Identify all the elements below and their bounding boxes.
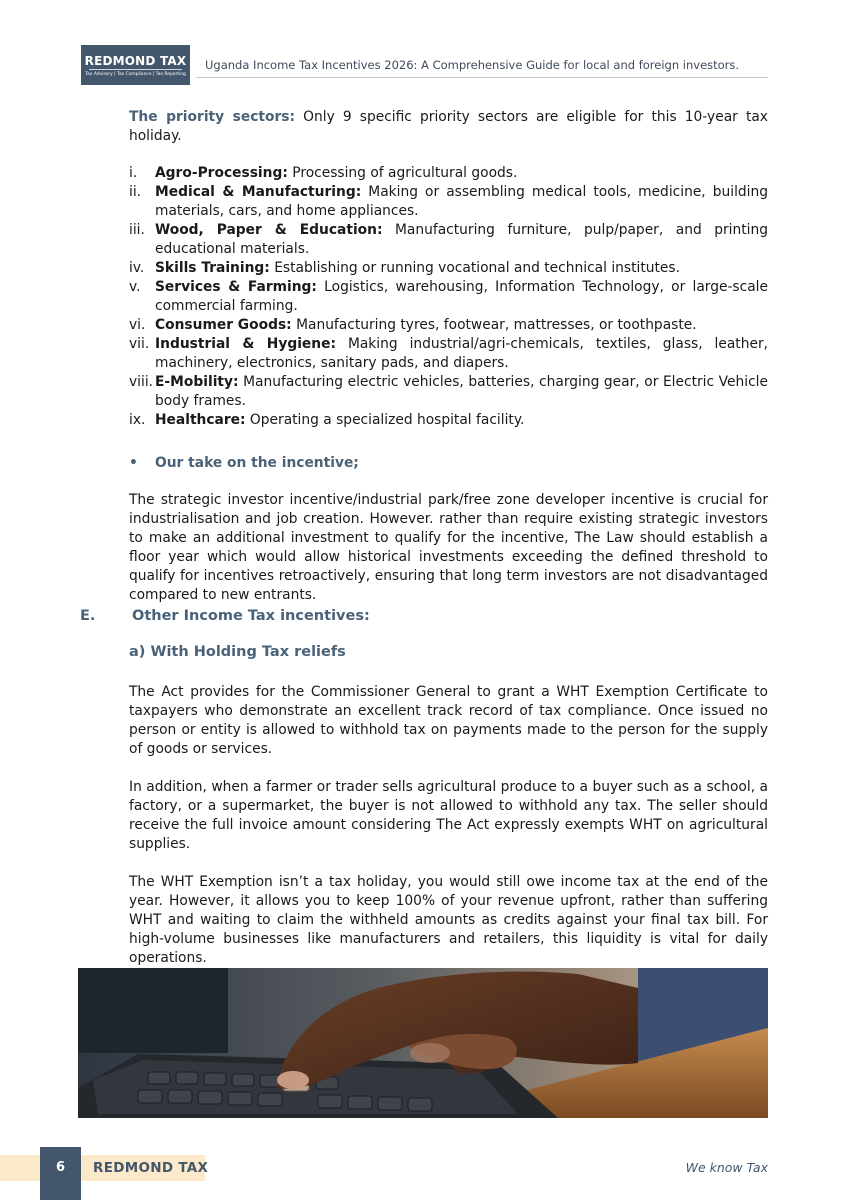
list-item [129, 373, 768, 411]
list-item [129, 221, 768, 259]
document-title: Uganda Income Tax Incentives 2026: A Comprehensive Guide for local and foreign investors. [205, 58, 740, 72]
sector-label: E-Mobility: [155, 374, 239, 390]
main-content [129, 108, 768, 605]
list-number: iv. [129, 260, 145, 276]
list-number: ii. [129, 184, 142, 200]
list-number: viii. [129, 374, 154, 390]
sector-label: Healthcare: [155, 412, 246, 428]
priority-intro-text: Only 9 specific priority sectors are eligible for this 10-year tax holiday. [129, 109, 768, 144]
list-item [129, 316, 768, 335]
page-number: 6 [40, 1147, 81, 1200]
header-rule [196, 77, 768, 78]
list-item [129, 278, 768, 316]
logo-tagline: Tax Advisory | Tax Compliance | Tax Reporting [85, 72, 186, 77]
sector-label: Consumer Goods: [155, 317, 292, 333]
sector-text: Establishing or running vocational and technical institutes. [269, 260, 680, 276]
sector-text: Manufacturing electric vehicles, batteries, charging gear, or Electric Vehicle body frames. [155, 374, 768, 409]
list-item [129, 183, 768, 221]
section-title: Other Income Tax incentives: [132, 608, 370, 624]
company-logo [81, 45, 190, 85]
priority-heading: The priority sectors: [129, 109, 296, 125]
sector-text: Processing of agricultural goods. [287, 165, 518, 181]
logo-name: REDMOND TAX [84, 54, 187, 68]
logo-divider [89, 69, 182, 70]
sector-text: Manufacturing furniture, pulp/paper, and printing educational materials. [155, 222, 768, 257]
sector-text: Manufacturing tyres, footwear, mattresses, or toothpaste. [291, 317, 697, 333]
sector-label: Agro-Processing: [155, 165, 288, 181]
section-letter: E. [80, 608, 96, 624]
list-number: iii. [129, 222, 145, 238]
footer-tagline: We know Tax [685, 1160, 768, 1175]
sector-text: Logistics, warehousing, Information Technology, or large-scale commercial farming. [155, 279, 768, 314]
calculator-hand-illustration [78, 968, 768, 1118]
list-number: vi. [129, 317, 146, 333]
take-paragraph: The strategic investor incentive/industrial park/free zone developer incentive is crucial for industrialisation and job creation. However. rather than require existing strategic investors to make an additional investment to qualify for the incentive, The Law should establish a floor year which would allow historical investments exceeding the defined threshold to qualify for incentives retroactively, ensuring that long term investors are not disadvantaged compared to new entrants. [129, 492, 768, 603]
sector-label: Services & Farming: [155, 279, 317, 295]
footer-brand: REDMOND TAX [93, 1160, 209, 1176]
list-number: ix. [129, 412, 146, 428]
priority-sector-list [129, 164, 768, 430]
body-paragraph: The WHT Exemption isn’t a tax holiday, you would still owe income tax at the end of the year. However, it allows you to keep 100% of your revenue upfront, rather than suffering WHT and waiting to claim the withheld amounts as credits against your final tax bill. For high-volume businesses like manufacturers and retailers, this liquidity is vital for daily operations. [129, 874, 768, 966]
list-number: v. [129, 279, 141, 295]
sector-text: Making or assembling medical tools, medicine, building materials, cars, and home appliances. [155, 184, 769, 219]
take-heading [129, 454, 768, 473]
sector-label: Industrial & Hygiene: [155, 336, 336, 352]
sector-text: Operating a specialized hospital facility. [245, 412, 525, 428]
calculator-photo [78, 968, 768, 1118]
list-item [129, 164, 768, 183]
list-item [129, 335, 768, 373]
body-paragraph: The Act provides for the Commissioner General to grant a WHT Exemption Certificate to taxpayers who demonstrate an excellent track record of tax compliance. Once issued no person or entity is allowed to withhold tax on payments made to the person for the supply of goods or services. [129, 684, 768, 757]
bullet-icon: • [129, 455, 138, 471]
sector-label: Wood, Paper & Education: [155, 222, 383, 238]
take-heading-text: Our take on the incentive; [155, 455, 359, 471]
sector-text: Making industrial/agri-chemicals, textiles, glass, leather, machinery, electronics, sanitary pads, and diapers. [155, 336, 768, 371]
priority-intro [129, 108, 768, 146]
sector-label: Skills Training: [155, 260, 270, 276]
list-number: i. [129, 165, 138, 181]
list-item [129, 259, 768, 278]
list-item [129, 411, 768, 430]
body-paragraph: In addition, when a farmer or trader sells agricultural produce to a buyer such as a school, a factory, or a supermarket, the buyer is not allowed to withhold any tax. The seller should receive the full invoice amount considering The Act expressly exempts WHT on agricultural supplies. [129, 779, 768, 852]
list-number: vii. [129, 336, 150, 352]
sector-label: Medical & Manufacturing: [155, 184, 362, 200]
section-e-body [129, 683, 768, 987]
subsection-heading: a) With Holding Tax reliefs [129, 644, 346, 660]
